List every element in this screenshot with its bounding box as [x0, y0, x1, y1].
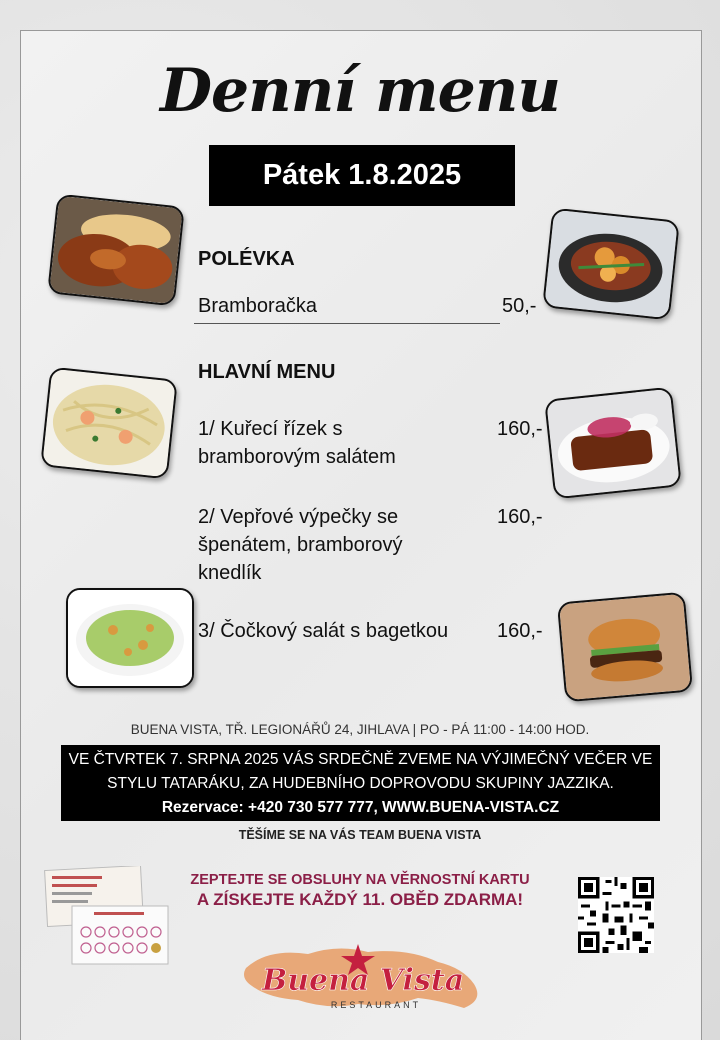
- logo-sub: RESTAURANT: [330, 1000, 422, 1010]
- main-item-1-line1: 1/ Kuřecí řízek s: [198, 418, 343, 440]
- main-item-3-price: 160,-: [497, 620, 543, 642]
- main-item-2-line2: špenátem, bramborový: [198, 534, 403, 556]
- loyalty-promo: [170, 872, 550, 910]
- photo-ribs: [544, 387, 682, 500]
- soup-name: Bramboračka: [198, 295, 317, 317]
- invite-line1: VE ČTVRTEK 7. SRPNA 2025 VÁS SRDEČNĚ ZVEME NA VÝJIMEČNÝ VEČER VE: [68, 751, 653, 768]
- loyalty-card-image: [44, 866, 172, 966]
- invite-banner: [61, 745, 660, 821]
- main-item-1-line2: bramborovým salátem: [198, 446, 396, 468]
- main-heading: HLAVNÍ MENU: [198, 361, 336, 383]
- logo-name: Buena Vista: [261, 963, 465, 998]
- main-item-2: [198, 503, 403, 587]
- photo-salad: [66, 588, 194, 688]
- soup-divider: [194, 323, 500, 324]
- date-banner: [209, 145, 515, 206]
- main-item-2-price: 160,-: [497, 506, 543, 528]
- loyalty-line2: A ZÍSKEJTE KAŽDÝ 11. OBĚD ZDARMA!: [196, 890, 524, 909]
- main-item-3: [198, 617, 448, 645]
- menu-title: Denní menu: [159, 56, 561, 126]
- photo-chicken: [47, 194, 185, 307]
- soup-price: 50,-: [502, 295, 537, 317]
- invite-reservation: Rezervace: +420 730 577 777, WWW.BUENA-VISTA.CZ: [161, 799, 560, 816]
- soup-heading: POLÉVKA: [198, 248, 295, 270]
- main-item-3-line1: 3/ Čočkový salát s bagetkou: [198, 620, 449, 642]
- date-text: Pátek 1.8.2025: [262, 159, 462, 191]
- photo-potatoes: [542, 208, 680, 321]
- photo-burger: [557, 592, 693, 703]
- main-item-1-price: 160,-: [497, 418, 543, 440]
- invite-line2: STYLU TATARÁKU, ZA HUDEBNÍHO DOPROVODU SKUPINY JAZZIKA.: [107, 775, 614, 792]
- thanks-line: TĚŠÍME SE NA VÁS TEAM BUENA VISTA: [238, 828, 482, 842]
- loyalty-line1: ZEPTEJTE SE OBSLUHY NA VĚRNOSTNÍ KARTU: [190, 872, 530, 888]
- address-line: BUENA VISTA, TŘ. LEGIONÁŘŮ 24, JIHLAVA | PO - PÁ 11:00 - 14:00 HOD.: [130, 722, 590, 737]
- buena-vista-logo: [238, 938, 488, 1022]
- qr-code[interactable]: [578, 877, 654, 953]
- photo-pasta: [40, 367, 178, 480]
- main-item-2-line3: knedlík: [198, 562, 262, 584]
- main-item-1: [198, 415, 396, 471]
- main-item-2-line1: 2/ Vepřové výpečky se: [198, 506, 399, 528]
